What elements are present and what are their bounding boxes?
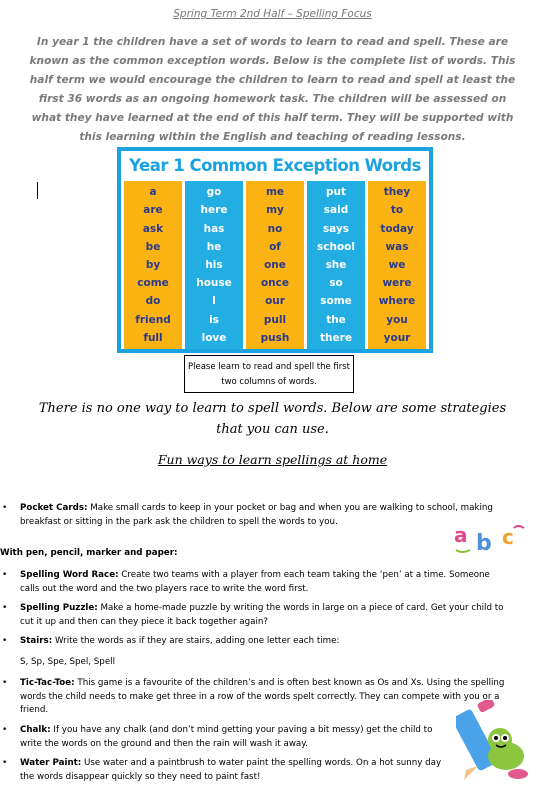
svg-text:c: c: [502, 525, 514, 549]
item-text: Make small cards to keep in your pocket or bag and when you are walking to school, making breakfast or sitting in the park ask the children to spell the words to you.: [20, 503, 493, 527]
word-cell: by: [145, 258, 161, 271]
word-cell: love: [201, 331, 227, 344]
common-exception-words-poster: [117, 147, 433, 353]
word-cell: me: [265, 186, 285, 199]
item-text: Write the words as if they are stairs, adding one letter each time:: [52, 636, 340, 646]
item-label: Chalk:: [20, 725, 51, 735]
poster-title: Year 1 Common Exception Words: [129, 156, 421, 175]
word-cell: they: [383, 186, 411, 199]
word-cell: some: [320, 295, 352, 308]
word-cell: house: [196, 277, 232, 290]
bullet: •: [2, 678, 8, 688]
abc-letters-icon: [452, 520, 532, 560]
item-label: Spelling Word Race:: [20, 570, 119, 580]
strategy-text: There is no one way to learn to spell words. Below are some strategies that you can use.: [38, 401, 507, 437]
word-cell: pull: [263, 313, 287, 326]
word-cell: here: [200, 204, 228, 217]
word-cell: of: [269, 240, 281, 253]
item-label: Water Paint:: [20, 758, 82, 768]
item-label: Spelling Puzzle:: [20, 603, 98, 613]
word-cell: where: [378, 295, 416, 308]
word-cell: school: [317, 240, 355, 253]
svg-text:a: a: [454, 523, 468, 547]
word-cell: are: [143, 204, 163, 217]
word-column: [307, 181, 365, 349]
word-cell: ask: [142, 222, 164, 235]
word-cell: we: [388, 258, 406, 271]
word-cell: once: [260, 277, 290, 290]
item-text: Create two teams with a player from each team taking the ‘pen’ at a time. Someone calls out the word and the two players race to write the word first.: [20, 570, 490, 594]
word-cell: his: [205, 258, 223, 271]
word-cell: our: [265, 295, 285, 308]
word-cell: one: [264, 258, 286, 271]
item-text: Use water and a paintbrush to water paint the spelling words. On a hot sunny day the words disappear quickly so they need to paint fast!: [20, 758, 442, 782]
word-column: [246, 181, 304, 349]
word-cell: full: [143, 331, 163, 344]
svg-text:b: b: [476, 531, 492, 556]
text-cursor: [37, 182, 38, 199]
word-cell: there: [320, 331, 352, 344]
word-cell: is: [209, 313, 219, 326]
word-cell: says: [322, 222, 350, 235]
word-cell: has: [203, 222, 225, 235]
word-cell: a: [149, 186, 157, 199]
bullet: •: [2, 636, 8, 646]
word-cell: said: [323, 204, 349, 217]
item-text: This game is a favourite of the children’s and is often best known as Os and Xs. Using the spelling words the child needs to make get three in a row of the words spelt correctly. They can compete with you or a friend.: [20, 678, 505, 715]
word-column: [185, 181, 243, 349]
word-columns: [124, 181, 426, 349]
bullet: •: [2, 758, 8, 768]
bullet: •: [2, 570, 8, 580]
item-label: Stairs:: [20, 636, 53, 646]
word-cell: push: [260, 331, 290, 344]
word-cell: be: [145, 240, 161, 253]
bullet: •: [2, 503, 8, 513]
item-text: Make a home-made puzzle by writing the words in large on a piece of card. Get your child to cut it up and then can they piece it back together again?: [20, 603, 504, 627]
item-text: If you have any chalk (and don’t mind getting your paving a bit messy) get the child to write the words on the ground and then the rain will wash it away.: [20, 725, 433, 749]
word-cell: were: [382, 277, 412, 290]
word-cell: do: [145, 295, 161, 308]
intro-paragraph: In year 1 the children have a set of words to learn to read and spell. These are known as the common exception words. Below is the complete list of words. This half term we would encourage the children to learn to read and spell at least the first 36 words as an ongoing homework task. The children will be assessed on what they have learned at the end of this half term. They will be supported with this learning within the English and teaching of reading lessons.: [29, 36, 516, 143]
subheading-pen-paper: With pen, pencil, marker and paper:: [0, 548, 178, 558]
page-title: Spring Term 2nd Half – Spelling Focus: [173, 8, 372, 20]
pencil-bug-mascot-icon: [456, 700, 534, 782]
bullet: •: [2, 725, 8, 735]
word-cell: friend: [135, 313, 171, 326]
section-title: Fun ways to learn spellings at home: [157, 452, 388, 467]
word-column: [124, 181, 182, 349]
word-cell: you: [386, 313, 408, 326]
word-cell: so: [329, 277, 343, 290]
word-cell: put: [325, 186, 346, 199]
word-cell: he: [206, 240, 222, 253]
word-column: [368, 181, 426, 349]
word-cell: no: [267, 222, 283, 235]
word-cell: was: [385, 240, 409, 253]
item-label: Pocket Cards:: [20, 503, 88, 513]
word-cell: today: [380, 222, 414, 235]
word-cell: come: [137, 277, 169, 290]
item-label: Tic-Tac-Toe:: [20, 678, 75, 688]
word-cell: your: [383, 331, 411, 344]
word-cell: my: [266, 204, 284, 217]
stairs-example: S, Sp, Spe, Spel, Spell: [20, 657, 115, 667]
instruction-note: Please learn to read and spell the first two columns of words.: [184, 355, 354, 393]
word-cell: go: [206, 186, 222, 199]
bullet: •: [2, 603, 8, 613]
word-cell: I: [212, 295, 216, 308]
word-cell: she: [325, 258, 347, 271]
word-cell: to: [390, 204, 404, 217]
word-cell: the: [326, 313, 346, 326]
